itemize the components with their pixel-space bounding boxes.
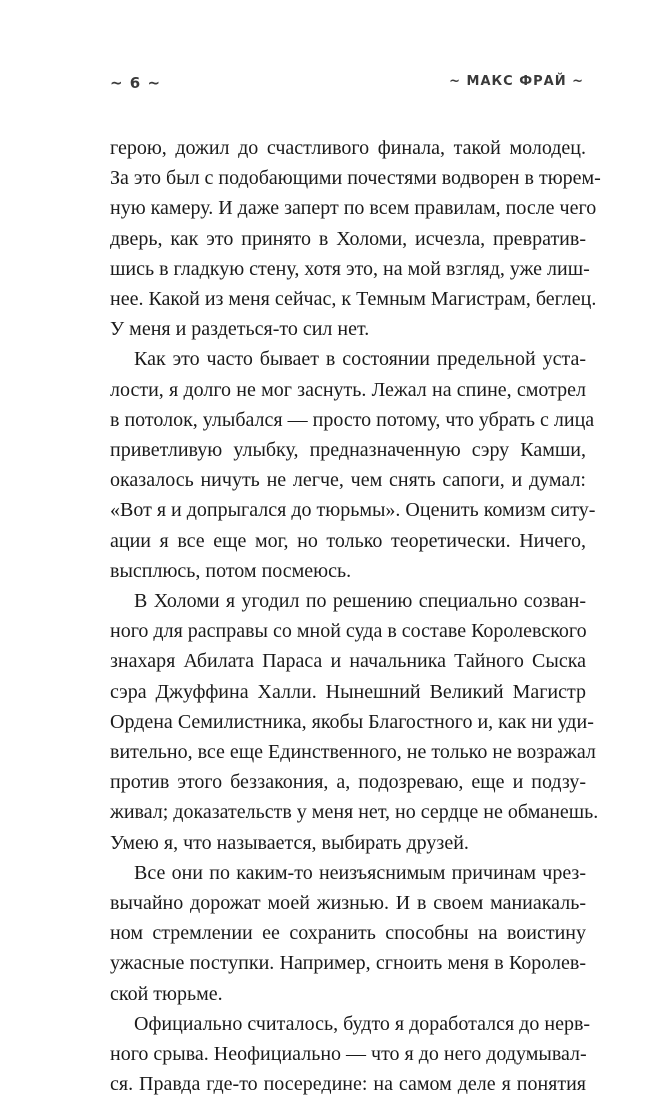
author-name: ~ МАКС ФРАЙ ~ <box>449 74 584 89</box>
text-line: Как это часто бывает в состоянии предельной уста- <box>134 348 586 371</box>
text-line: вительно, все еще Единственного, не только не возражал <box>110 741 596 764</box>
text-line: сэра Джуффина Халли. Нынешний Великий Магистр <box>110 680 586 703</box>
text-line: ного срыва. Неофициально — что я до него додумывал- <box>110 1043 587 1066</box>
text-line: герою, дожил до счастливого финала, такой молодец. <box>110 137 586 159</box>
text-line: ации я все еще мог, но только теоретически. Ничего, <box>110 529 586 552</box>
text-line: Умею я, что называется, выбирать друзей. <box>110 831 469 854</box>
text-line: Все они по каким-то неизъяснимым причинам чрез- <box>134 861 586 884</box>
text-line: «Вот я и допрыгался до тюрьмы». Оценить комизм ситу- <box>110 499 596 522</box>
text-line: шись в гладкую стену, хотя это, на мой взгляд, уже лиш- <box>110 257 590 280</box>
text-line: За это был с подобающими почестями водворен в тюрем- <box>110 167 601 190</box>
text-line: ся. Правда где-то посередине: на самом деле я понятия <box>110 1073 586 1096</box>
text-line: высплюсь, потом посмеюсь. <box>110 559 352 582</box>
text-line: живал; доказательств у меня нет, но сердце не обманешь. <box>110 801 599 824</box>
text-line: против этого беззакония, а, подозреваю, еще и подзу- <box>110 771 586 794</box>
body-text <box>110 133 601 1100</box>
text-line: лости, я долго не мог заснуть. Лежал на спине, смотрел <box>110 378 586 401</box>
text-line: ную камеру. И даже заперт по всем правилам, после чего <box>110 197 597 220</box>
page-number: ~ 6 ~ <box>110 74 162 92</box>
text-line: вычайно дорожат моей жизнью. И в своем маниакаль- <box>110 892 586 915</box>
text-line: дверь, как это принято в Холоми, исчезла, превратив- <box>110 227 586 250</box>
text-line: знахаря Абилата Параса и начальника Тайного Сыска <box>110 650 586 673</box>
text-line: ного для расправы со мной суда в составе Королевского <box>110 620 587 643</box>
text-line: оказалось ничуть не легче, чем снять сапоги, и думал: <box>110 469 586 492</box>
text-line: У меня и раздеться-то сил нет. <box>110 318 370 341</box>
text-line: в потолок, улыбался — просто потому, что убрать с лица <box>110 408 595 431</box>
running-head <box>110 74 584 96</box>
text-line: ном стремлении ее сохранить способны на воистину <box>110 922 586 945</box>
text-line: нее. Какой из меня сейчас, к Темным Магистрам, беглец. <box>110 288 597 311</box>
text-line: приветливую улыбку, предназначенную сэру Камши, <box>110 439 586 462</box>
text-line: В Холоми я угодил по решению специально созван- <box>134 590 586 613</box>
text-line: ужасные поступки. Например, сгноить меня в Королев- <box>110 952 586 975</box>
text-line: ской тюрьме. <box>110 982 223 1005</box>
text-line: Официально считалось, будто я доработался до нерв- <box>134 1012 591 1035</box>
text-line: Ордена Семилистника, якобы Благостного и, как ни уди- <box>110 710 594 733</box>
